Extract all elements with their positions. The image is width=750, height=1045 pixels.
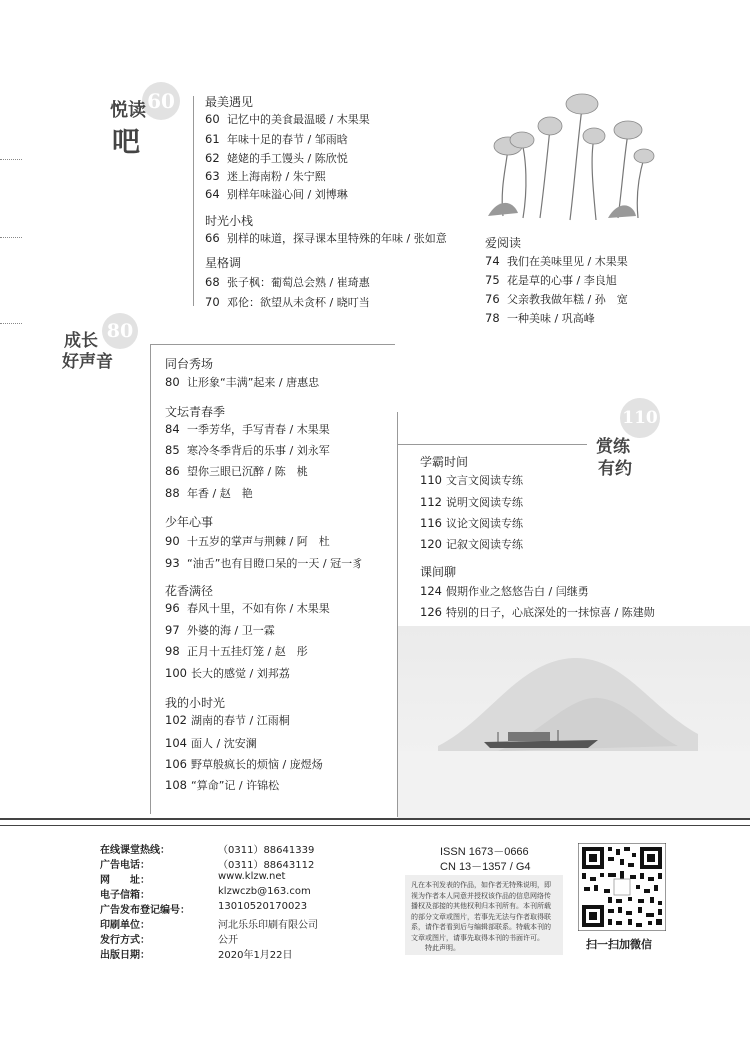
toc-page: 60 [205, 112, 220, 126]
toc-page: 75 [485, 273, 500, 287]
toc-page: 126 [420, 605, 442, 619]
toc-page: 66 [205, 231, 220, 245]
toc-text: 花是草的心事 / 李良旭 [507, 274, 617, 287]
column-title: 星格调 [205, 256, 242, 270]
toc-entry[interactable] [165, 777, 279, 793]
column-title: 最美遇见 [205, 95, 254, 109]
toc-page: 68 [205, 275, 220, 289]
section-title-line2: 吧 [112, 125, 141, 158]
info-label: 网 址： [100, 875, 150, 886]
toc-text: 姥姥的手工馒头 / 陈欣悦 [227, 152, 348, 165]
section-title-line1: 成长 [64, 331, 98, 351]
info-label: 广告发布登记编号： [100, 905, 190, 916]
notice-end: 特此声明。 [425, 944, 460, 952]
toc-text: 记忆中的美食最温暖 / 木果果 [227, 113, 370, 126]
column-title: 时光小栈 [205, 214, 254, 228]
toc-page: 78 [485, 311, 500, 325]
toc-text: 一种美味 / 巩高峰 [507, 312, 595, 325]
section-title-line2: 有约 [598, 459, 632, 479]
toc-page: 80 [165, 375, 180, 389]
toc-page: 64 [205, 187, 220, 201]
toc-text: 年味十足的春节 / 邹雨晗 [227, 133, 348, 146]
toc-entry[interactable] [420, 604, 655, 620]
misty-lake-boat-photo [398, 626, 750, 818]
column-title: 课间聊 [420, 565, 457, 579]
toc-text: 野草般疯长的烦恼 / 庞煜炀 [191, 758, 323, 771]
toc-entry[interactable] [205, 111, 370, 127]
toc-page: 84 [165, 422, 180, 436]
footer-top-rule [0, 825, 750, 826]
toc-text: 记叙文阅读专练 [446, 538, 523, 551]
toc-text: 一季芳华，手写青春 / 木果果 [187, 423, 330, 436]
toc-page: 88 [165, 486, 180, 500]
toc-entry[interactable] [485, 272, 617, 288]
toc-entry[interactable] [165, 643, 308, 659]
info-value: 河北乐乐印刷有限公司 [218, 920, 318, 931]
toc-page: 112 [420, 495, 442, 509]
toc-page: 116 [420, 516, 442, 530]
toc-page: 85 [165, 443, 180, 457]
toc-text: 长大的感觉 / 刘邦荔 [191, 667, 290, 680]
toc-page: 106 [165, 757, 187, 771]
toc-text: 年香 / 赵 艳 [187, 487, 253, 500]
toc-text: 邓伦：欲望从未贪杯 / 晓叮当 [227, 296, 370, 309]
toc-page: 108 [165, 778, 187, 792]
toc-page: 63 [205, 169, 220, 183]
toc-entry[interactable] [165, 665, 290, 681]
info-value: （0311）88641339 [218, 845, 315, 856]
section-page-badge: 60 [142, 82, 180, 120]
toc-text: 望你三眼已沉醉 / 陈 桃 [187, 465, 308, 478]
poppy-flower-illustration [478, 88, 658, 223]
section-divider [193, 96, 194, 306]
toc-text: 文言文阅读专练 [446, 474, 523, 487]
column-title: 花香满径 [165, 584, 214, 598]
column-title: 爱阅读 [485, 236, 522, 250]
toc-text: 父亲教我做年糕 / 孙 宽 [507, 293, 628, 306]
edge-dotted-mark [0, 237, 22, 238]
toc-text: “算命”记 / 许锦松 [191, 779, 280, 792]
toc-page: 120 [420, 537, 442, 551]
toc-page: 86 [165, 464, 180, 478]
info-label: 发行方式： [100, 935, 150, 946]
toc-text: 湖南的春节 / 江雨桐 [191, 714, 290, 727]
toc-entry[interactable] [165, 712, 290, 728]
toc-entry[interactable] [165, 622, 275, 638]
toc-page: 62 [205, 151, 220, 165]
toc-page: 61 [205, 132, 220, 146]
toc-entry[interactable] [205, 150, 348, 166]
column-title: 我的小时光 [165, 696, 226, 710]
info-label: 电子信箱： [100, 890, 150, 901]
toc-entry[interactable] [420, 536, 523, 552]
toc-entry[interactable] [205, 186, 348, 202]
info-value: 2020年1月22日 [218, 950, 293, 961]
email-link[interactable]: klzwczb@163.com [218, 886, 311, 897]
toc-page: 124 [420, 584, 442, 598]
toc-text: 让形象“丰满”起来 / 唐惠忠 [187, 376, 320, 389]
toc-entry[interactable] [420, 472, 523, 488]
toc-text: 外婆的海 / 卫一霖 [187, 624, 275, 637]
copyright-notice [405, 875, 563, 955]
section-title-line1: 赏练 [596, 437, 630, 457]
qr-caption: 扫一扫加微信 [586, 938, 652, 951]
toc-text: 别样的味道，探寻课本里特殊的年味 / 张如意 [227, 232, 447, 245]
info-value: 公开 [218, 935, 238, 946]
toc-entry[interactable] [165, 463, 308, 479]
toc-text: 迷上海南粉 / 朱宁熙 [227, 170, 326, 183]
toc-entry[interactable] [420, 583, 589, 599]
toc-entry[interactable] [165, 533, 330, 549]
toc-entry[interactable] [165, 600, 330, 616]
toc-page: 76 [485, 292, 500, 306]
section-title-line1: 悦读 [110, 100, 146, 121]
toc-text: 假期作业之悠悠告白 / 闫继勇 [446, 585, 589, 598]
info-value: （0311）88643112 [218, 860, 315, 871]
toc-text: 十五岁的掌声与荆棘 / 阿 杜 [187, 535, 330, 548]
toc-entry[interactable] [205, 131, 348, 147]
info-label: 印刷单位： [100, 920, 150, 931]
info-label: 广告电话： [100, 860, 150, 871]
toc-text: 我们在美味里见 / 木果果 [507, 255, 628, 268]
column-title: 少年心事 [165, 515, 214, 529]
toc-entry[interactable] [485, 291, 628, 307]
toc-entry[interactable] [165, 485, 253, 501]
toc-text: 面人 / 沈安澜 [191, 737, 257, 750]
info-label: 出版日期： [100, 950, 150, 961]
toc-entry[interactable] [485, 310, 595, 326]
toc-text: 张子枫：葡萄总会熟 / 崔琦惠 [227, 276, 370, 289]
edge-dotted-mark [0, 323, 22, 324]
website-link[interactable]: www.klzw.net [218, 871, 286, 882]
toc-text: 特别的日子，心底深处的一抹惊喜 / 陈建勋 [446, 606, 655, 619]
toc-page: 104 [165, 736, 187, 750]
toc-entry[interactable] [420, 515, 523, 531]
toc-text: “油舌”也有目瞪口呆的一天 / 冠一豸 [187, 557, 364, 570]
column-title: 文坛青春季 [165, 405, 226, 419]
toc-page: 93 [165, 556, 180, 570]
section-top-rule [150, 344, 395, 345]
edge-dotted-mark [0, 159, 22, 160]
section-divider [150, 344, 151, 814]
toc-page: 90 [165, 534, 180, 548]
toc-page: 98 [165, 644, 180, 658]
toc-page: 110 [420, 473, 442, 487]
toc-entry[interactable] [165, 421, 330, 437]
toc-page: 74 [485, 254, 500, 268]
toc-entry[interactable] [165, 756, 323, 772]
toc-page: 100 [165, 666, 187, 680]
toc-text: 春风十里，不如有你 / 木果果 [187, 602, 330, 615]
section-page-badge: 110 [620, 398, 660, 438]
toc-entry[interactable] [205, 168, 326, 184]
toc-page: 96 [165, 601, 180, 615]
toc-entry[interactable] [205, 230, 447, 246]
toc-entry[interactable] [205, 294, 370, 310]
section-title-line2: 好声音 [62, 352, 113, 372]
toc-page: 70 [205, 295, 220, 309]
section-page-badge: 80 [102, 313, 138, 349]
cn-number: CN 13－1357 / G4 [440, 861, 531, 873]
toc-text: 议论文阅读专练 [446, 517, 523, 530]
toc-entry[interactable] [420, 494, 523, 510]
toc-entry[interactable] [485, 253, 628, 269]
toc-text: 说明文阅读专练 [446, 496, 523, 509]
toc-entry[interactable] [205, 274, 370, 290]
toc-entry[interactable] [165, 374, 319, 390]
toc-text: 别样年味溢心间 / 刘博琳 [227, 188, 348, 201]
footer-top-rule [0, 818, 750, 820]
info-value: 13010520170023 [218, 901, 308, 912]
toc-page: 97 [165, 623, 180, 637]
toc-text: 正月十五挂灯笼 / 赵 彤 [187, 645, 308, 658]
toc-entry[interactable] [165, 735, 257, 751]
toc-text: 寒冷冬季背后的乐事 / 刘永军 [187, 444, 330, 457]
toc-entry[interactable] [165, 442, 330, 458]
column-title: 学霸时间 [420, 455, 469, 469]
wechat-qr-code[interactable] [578, 843, 666, 931]
section-top-rule [397, 444, 587, 445]
info-label: 在线课堂热线： [100, 845, 170, 856]
toc-page: 102 [165, 713, 187, 727]
issn-number: ISSN 1673－0666 [440, 846, 529, 858]
column-title: 同台秀场 [165, 357, 214, 371]
notice-text: 凡在本刊发表的作品，如作者无特殊说明，即视为作者本人同意并授权该作品的信息网络传播权及部接的其他权利归本刊所有。本刊所载的部分文章或图片，若事先无法与作者取得联系，请作者看到后与编辑部联系。特载本刊的文章或图片，请事先取得本刊的书面许可。 [411, 881, 551, 942]
toc-entry[interactable] [165, 555, 363, 571]
